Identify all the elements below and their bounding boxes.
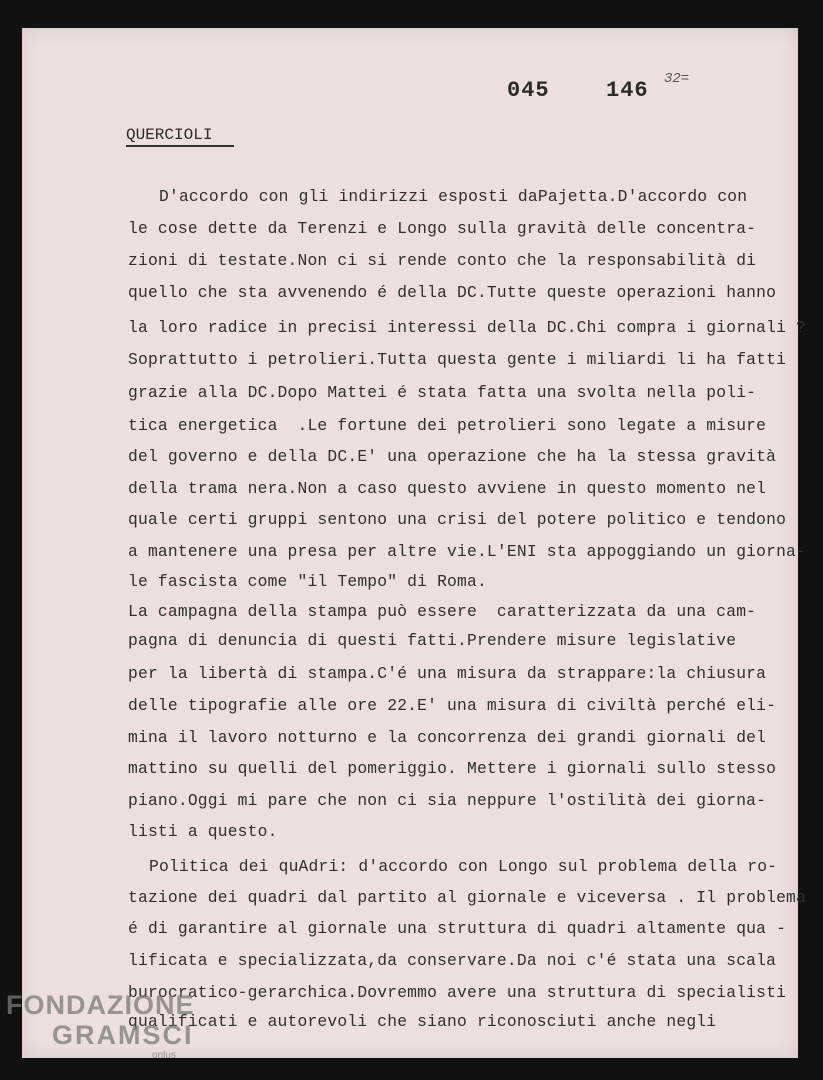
text-line: le fascista come "il Tempo" di Roma.: [128, 572, 487, 591]
text-line: lificata e specializzata,da conservare.Da noi c'é stata una scala: [128, 951, 777, 970]
text-line: le cose dette da Terenzi e Longo sulla gravità delle concentra-: [128, 219, 757, 238]
text-line: listi a questo.: [128, 822, 278, 841]
text-line: é di garantire al giornale una struttura di quadri altamente qua -: [128, 919, 787, 938]
archive-page-number: [507, 78, 649, 103]
text-line: della trama nera.Non a caso questo avviene in questo momento nel: [128, 479, 767, 498]
text-line: quello che sta avvenendo é della DC.Tutte queste operazioni hanno: [128, 283, 777, 302]
watermark-line2: GRAMSCI: [52, 1020, 194, 1050]
text-line: del governo e della DC.E' una operazione che ha la stessa gravità: [128, 447, 777, 466]
text-line: quale certi gruppi sentono una crisi del potere politico e tendono: [128, 510, 787, 529]
watermark-line1: FONDAZIONE: [6, 990, 195, 1020]
text-line: D'accordo con gli indirizzi esposti daPajetta.D'accordo con: [159, 187, 748, 206]
text-line: Politica dei quAdri: d'accordo con Longo sul problema della ro-: [149, 857, 778, 876]
text-line: burocratico-gerarchica.Dovremmo avere una struttura di specialisti: [128, 983, 787, 1002]
text-line: per la libertà di stampa.C'é una misura da strappare:la chiusura: [128, 664, 767, 683]
text-line: a mantenere una presa per altre vie.L'ENI sta appoggiando un giorna-: [128, 542, 806, 561]
text-line: delle tipografie alle ore 22.E' una misura di civiltà perché eli-: [128, 696, 777, 715]
text-line: la loro radice in precisi interessi della DC.Chi compra i giornali ?: [128, 318, 806, 337]
text-line: piano.Oggi mi pare che non ci sia neppure l'ostilità dei giorna-: [128, 791, 767, 810]
speaker-heading: QUERCIOLI: [126, 126, 213, 144]
text-line: qualificati e autorevoli che siano riconosciuti anche negli: [128, 1012, 717, 1031]
text-line: grazie alla DC.Dopo Mattei é stata fatta una svolta nella poli-: [128, 383, 757, 402]
text-line: tazione dei quadri dal partito al giornale e viceversa . Il problema: [128, 888, 806, 907]
archive-number-b: 146: [606, 78, 649, 103]
text-line: zioni di testate.Non ci si rende conto che la responsabilità di: [128, 251, 757, 270]
text-line: pagna di denuncia di questi fatti.Prendere misure legislative: [128, 631, 737, 650]
text-line: Soprattutto i petrolieri.Tutta questa gente i miliardi li ha fatti: [128, 350, 787, 369]
text-line: mina il lavoro notturno e la concorrenza dei grandi giornali del: [128, 728, 767, 747]
handwritten-page-mark: 32=: [664, 71, 690, 87]
archive-number-a: 045: [507, 78, 550, 103]
text-line: La campagna della stampa può essere caratterizzata da una cam-: [128, 602, 757, 621]
watermark-line3: onlus: [152, 1050, 176, 1061]
text-line: tica energetica .Le fortune dei petrolieri sono legate a misure: [128, 416, 767, 435]
heading-underline: [126, 145, 234, 147]
text-line: mattino su quelli del pomeriggio. Mettere i giornali sullo stesso: [128, 759, 777, 778]
